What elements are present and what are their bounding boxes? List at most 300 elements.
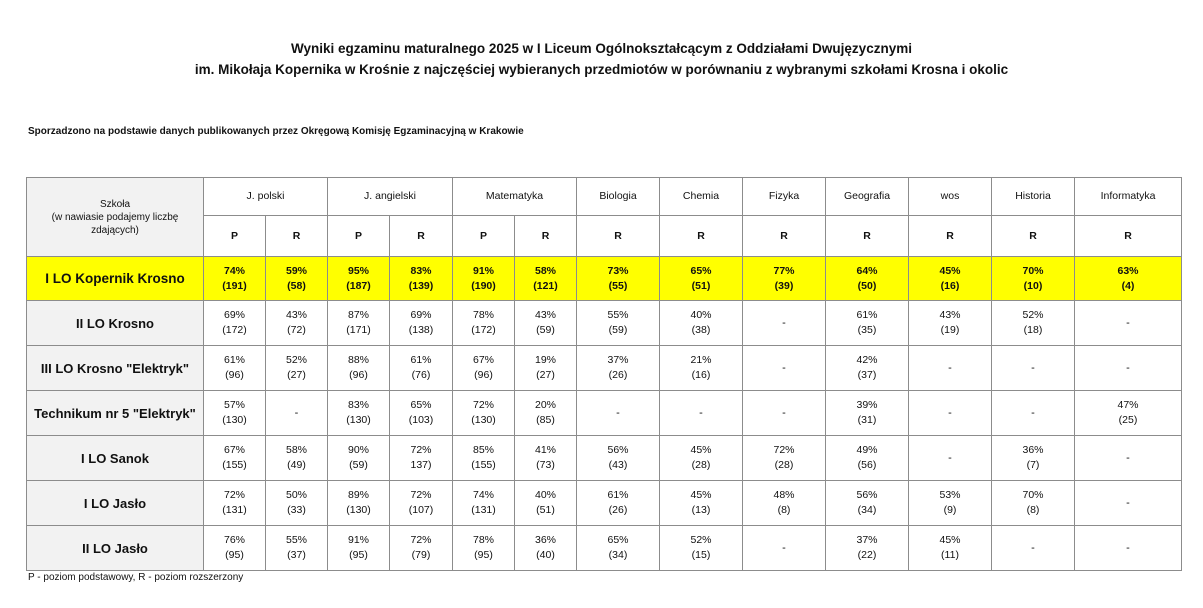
result-cell	[743, 481, 826, 526]
table-row	[27, 526, 1182, 571]
result-percent: 52%	[1022, 309, 1044, 321]
result-cell	[390, 436, 453, 481]
result-percent: 45%	[939, 534, 961, 546]
table-row	[27, 301, 1182, 346]
result-cell	[660, 481, 743, 526]
result-count: (58)	[287, 279, 306, 292]
result-count: (72)	[287, 324, 306, 336]
result-cell	[515, 391, 577, 436]
result-cell	[826, 301, 909, 346]
result-count: (96)	[225, 369, 244, 381]
result-percent: -	[782, 541, 786, 554]
legend-footnote: P - poziom podstawowy, R - poziom rozszerzony	[28, 572, 244, 583]
result-percent: 21%	[690, 354, 712, 366]
result-percent: 40%	[534, 489, 556, 501]
result-cell	[909, 301, 992, 346]
result-percent: -	[1126, 541, 1130, 554]
result-count: (11)	[941, 549, 959, 561]
result-percent: 55%	[607, 309, 629, 321]
result-percent: 88%	[347, 354, 369, 366]
result-count: (34)	[857, 504, 877, 516]
level-header: R	[390, 216, 453, 257]
result-count: (26)	[608, 369, 628, 381]
result-count: (130)	[346, 504, 371, 516]
result-count: (59)	[349, 459, 368, 471]
result-cell	[204, 526, 266, 571]
school-name: I LO Kopernik Krosno	[27, 257, 204, 301]
result-count: (56)	[857, 459, 877, 471]
table-row	[27, 346, 1182, 391]
result-percent: 50%	[285, 489, 307, 501]
result-percent: 89%	[347, 489, 369, 501]
result-count: (34)	[608, 549, 628, 561]
result-percent: 65%	[607, 534, 629, 546]
result-percent: 72%	[410, 534, 432, 546]
result-cell	[328, 391, 390, 436]
subject-header-row	[27, 178, 1182, 216]
result-cell	[515, 301, 577, 346]
result-cell	[453, 346, 515, 391]
result-cell	[660, 301, 743, 346]
result-count: (27)	[536, 369, 555, 381]
result-percent: -	[948, 406, 952, 419]
result-count: (103)	[408, 414, 434, 426]
result-percent: -	[948, 361, 952, 374]
result-count: (190)	[471, 279, 496, 292]
table-row	[27, 257, 1182, 301]
level-header: P	[204, 216, 266, 257]
result-cell	[266, 301, 328, 346]
result-cell	[826, 526, 909, 571]
result-percent: 48%	[773, 489, 795, 501]
result-count: (49)	[287, 459, 306, 471]
result-cell	[266, 257, 328, 301]
result-percent: 37%	[607, 354, 629, 366]
result-percent: -	[616, 406, 620, 419]
result-cell	[266, 391, 328, 436]
result-cell	[909, 481, 992, 526]
result-cell	[515, 526, 577, 571]
result-cell	[453, 301, 515, 346]
result-percent: 58%	[534, 264, 556, 277]
result-count: (187)	[346, 279, 371, 292]
result-percent: 77%	[773, 264, 795, 277]
result-percent: 65%	[690, 264, 712, 277]
result-count: (131)	[471, 504, 496, 516]
result-cell	[204, 301, 266, 346]
result-cell	[577, 436, 660, 481]
results-table	[26, 177, 1182, 571]
result-percent: -	[1126, 496, 1130, 509]
result-cell	[992, 436, 1075, 481]
result-count: (155)	[222, 459, 247, 471]
result-cell	[826, 391, 909, 436]
result-cell	[1075, 436, 1182, 481]
result-cell	[826, 346, 909, 391]
result-cell	[577, 257, 660, 301]
result-percent: 43%	[534, 309, 556, 321]
subject-header: Matematyka	[453, 178, 577, 216]
result-percent: -	[782, 406, 786, 419]
result-cell	[515, 436, 577, 481]
result-count: (79)	[411, 549, 431, 561]
result-cell	[1075, 346, 1182, 391]
result-count: (7)	[1026, 459, 1040, 471]
level-header: P	[453, 216, 515, 257]
table-row	[27, 391, 1182, 436]
result-cell	[660, 257, 743, 301]
result-percent: 56%	[856, 489, 878, 501]
result-percent: 61%	[410, 354, 432, 366]
result-count: (38)	[691, 324, 711, 336]
result-cell	[1075, 526, 1182, 571]
school-name: I LO Jasło	[27, 481, 204, 526]
result-percent: -	[1126, 361, 1130, 374]
result-cell	[453, 391, 515, 436]
result-percent: 39%	[856, 399, 878, 411]
result-cell	[743, 526, 826, 571]
result-count: (95)	[474, 549, 493, 561]
result-count: (139)	[408, 279, 434, 292]
school-header-line: Szkoła	[99, 198, 130, 210]
result-cell	[1075, 257, 1182, 301]
subject-header: Fizyka	[743, 178, 826, 216]
result-count: (130)	[222, 414, 247, 426]
level-header: R	[909, 216, 992, 257]
result-count: (172)	[222, 324, 247, 336]
result-percent: 45%	[939, 264, 961, 277]
result-percent: 72%	[472, 399, 494, 411]
result-percent: -	[782, 361, 786, 374]
result-cell	[328, 436, 390, 481]
result-cell	[453, 526, 515, 571]
result-count: (107)	[408, 504, 434, 516]
result-percent: 91%	[347, 534, 369, 546]
result-percent: 78%	[472, 309, 494, 321]
result-percent: 36%	[534, 534, 556, 546]
result-count: (96)	[474, 369, 493, 381]
result-percent: 70%	[1022, 264, 1044, 277]
result-percent: 65%	[410, 399, 432, 411]
school-name: II LO Jasło	[27, 526, 204, 571]
subject-header: Biologia	[577, 178, 660, 216]
result-count: (96)	[349, 369, 368, 381]
level-header: R	[826, 216, 909, 257]
result-cell	[660, 526, 743, 571]
result-percent: -	[1031, 541, 1035, 554]
result-percent: -	[1126, 316, 1130, 329]
result-cell	[515, 346, 577, 391]
result-percent: 74%	[472, 489, 494, 501]
result-cell	[743, 346, 826, 391]
result-cell	[204, 391, 266, 436]
result-percent: 43%	[285, 309, 307, 321]
result-count: (43)	[608, 459, 628, 471]
subject-header: Chemia	[660, 178, 743, 216]
result-count: (25)	[1118, 414, 1138, 426]
school-name: Technikum nr 5 "Elektryk"	[27, 391, 204, 436]
result-percent: 69%	[223, 309, 245, 321]
result-cell	[204, 436, 266, 481]
result-count: (16)	[940, 279, 960, 292]
result-percent: 59%	[285, 264, 307, 277]
result-cell	[390, 346, 453, 391]
result-percent: 72%	[773, 444, 795, 456]
result-percent: -	[782, 316, 786, 329]
result-count: (59)	[536, 324, 555, 336]
result-cell	[992, 526, 1075, 571]
result-count: (22)	[857, 549, 877, 561]
level-header: R	[266, 216, 328, 257]
result-count: (37)	[857, 369, 877, 381]
result-percent: 87%	[347, 309, 369, 321]
result-count: (13)	[691, 504, 711, 516]
result-percent: 41%	[534, 444, 556, 456]
school-header-line: (w nawiasie podajemy liczbę	[51, 211, 179, 223]
result-percent: 53%	[939, 489, 961, 501]
result-cell	[1075, 481, 1182, 526]
result-count: (55)	[608, 279, 628, 292]
result-cell	[743, 436, 826, 481]
result-count: (19)	[940, 324, 960, 336]
result-percent: 61%	[856, 309, 878, 321]
school-header-line: zdających)	[91, 224, 139, 236]
result-cell	[577, 481, 660, 526]
source-note: Sporzadzono na podstawie danych publikowanych przez Okręgową Komisję Egzaminacyjną w Krakowie	[28, 126, 524, 137]
result-percent: -	[1126, 451, 1130, 464]
result-cell	[204, 346, 266, 391]
result-cell	[328, 301, 390, 346]
result-percent: 67%	[472, 354, 494, 366]
result-cell	[909, 391, 992, 436]
page-subtitle: im. Mikołaja Kopernika w Krośnie z najczęściej wybieranych przedmiotów w porównaniu z wybranymi szkołami Krosna i okolic	[194, 62, 1009, 77]
result-count: (131)	[222, 504, 247, 516]
table-row	[27, 481, 1182, 526]
result-cell	[266, 436, 328, 481]
subject-header: Informatyka	[1075, 178, 1182, 216]
result-percent: 74%	[223, 264, 245, 277]
subject-header: Geografia	[826, 178, 909, 216]
subject-header: J. polski	[204, 178, 328, 216]
school-name: III LO Krosno "Elektryk"	[27, 346, 204, 391]
page-title: Wyniki egzaminu maturalnego 2025 w I Liceum Ogólnokształcącym z Oddziałami Dwujęzycznymi	[291, 41, 912, 56]
result-cell	[992, 481, 1075, 526]
result-percent: 83%	[347, 399, 369, 411]
result-percent: 19%	[534, 354, 556, 366]
result-count: (121)	[533, 279, 558, 292]
result-cell	[328, 481, 390, 526]
result-percent: 52%	[690, 534, 712, 546]
result-percent: 57%	[223, 399, 245, 411]
result-cell	[328, 526, 390, 571]
result-percent: 78%	[472, 534, 494, 546]
result-count: (138)	[408, 324, 434, 336]
level-header: R	[515, 216, 577, 257]
result-cell	[660, 346, 743, 391]
result-cell	[660, 391, 743, 436]
result-count: (37)	[287, 549, 306, 561]
result-percent: 45%	[690, 489, 712, 501]
result-count: (191)	[222, 279, 247, 292]
result-count: (8)	[777, 504, 791, 516]
result-percent: 91%	[472, 264, 494, 277]
result-count: (51)	[691, 279, 711, 292]
level-header: R	[992, 216, 1075, 257]
result-count: (51)	[536, 504, 555, 516]
result-percent: 67%	[223, 444, 245, 456]
result-cell	[909, 436, 992, 481]
result-cell	[328, 257, 390, 301]
result-count: (8)	[1026, 504, 1040, 516]
result-cell	[390, 391, 453, 436]
result-cell	[453, 436, 515, 481]
result-count: (33)	[287, 504, 306, 516]
result-count: (28)	[774, 459, 794, 471]
level-header: R	[660, 216, 743, 257]
result-cell	[515, 481, 577, 526]
result-cell	[515, 257, 577, 301]
result-percent: 45%	[690, 444, 712, 456]
result-cell	[826, 481, 909, 526]
result-count: (39)	[774, 279, 794, 292]
result-count: (95)	[349, 549, 368, 561]
result-count: (10)	[1023, 279, 1043, 292]
school-column-header	[27, 178, 204, 257]
result-count: (73)	[536, 459, 555, 471]
result-count: (172)	[471, 324, 496, 336]
result-cell	[390, 481, 453, 526]
result-cell	[1075, 391, 1182, 436]
result-percent: 36%	[1022, 444, 1044, 456]
result-percent: 20%	[534, 399, 556, 411]
result-percent: 90%	[347, 444, 369, 456]
result-percent: 55%	[285, 534, 307, 546]
result-percent: 47%	[1117, 399, 1139, 411]
subject-header: J. angielski	[328, 178, 453, 216]
result-count: (35)	[857, 324, 877, 336]
result-cell	[909, 526, 992, 571]
result-percent: 49%	[856, 444, 878, 456]
subject-header: wos	[909, 178, 992, 216]
result-cell	[743, 391, 826, 436]
result-cell	[453, 481, 515, 526]
result-percent: 64%	[856, 264, 878, 277]
result-percent: 63%	[1117, 264, 1139, 277]
result-count: (155)	[471, 459, 496, 471]
result-cell	[1075, 301, 1182, 346]
result-count: (50)	[857, 279, 877, 292]
result-cell	[826, 436, 909, 481]
result-percent: 73%	[607, 264, 629, 277]
result-count: (9)	[943, 504, 957, 516]
result-percent: 76%	[223, 534, 245, 546]
result-percent: 43%	[939, 309, 961, 321]
result-cell	[743, 301, 826, 346]
result-cell	[266, 346, 328, 391]
level-header: P	[328, 216, 390, 257]
result-count: 137)	[410, 459, 432, 471]
school-name: I LO Sanok	[27, 436, 204, 481]
result-percent: 95%	[347, 264, 369, 277]
result-percent: 69%	[410, 309, 432, 321]
result-percent: 61%	[223, 354, 245, 366]
result-cell	[826, 257, 909, 301]
result-cell	[577, 391, 660, 436]
result-cell	[328, 346, 390, 391]
result-cell	[204, 481, 266, 526]
result-cell	[577, 346, 660, 391]
result-cell	[266, 526, 328, 571]
result-percent: -	[294, 406, 299, 419]
result-percent: 83%	[410, 264, 432, 277]
result-cell	[992, 257, 1075, 301]
result-count: (76)	[411, 369, 431, 381]
result-cell	[992, 391, 1075, 436]
result-percent: -	[948, 451, 952, 464]
result-percent: 58%	[285, 444, 307, 456]
result-count: (26)	[608, 504, 628, 516]
result-percent: 37%	[856, 534, 878, 546]
result-percent: 42%	[856, 354, 878, 366]
result-percent: 72%	[223, 489, 245, 501]
result-count: (4)	[1121, 279, 1135, 292]
result-cell	[453, 257, 515, 301]
result-count: (16)	[691, 369, 711, 381]
result-count: (18)	[1023, 324, 1043, 336]
result-count: (85)	[536, 414, 555, 426]
result-percent: -	[1031, 406, 1035, 419]
result-count: (40)	[536, 549, 555, 561]
result-cell	[577, 301, 660, 346]
result-count: (171)	[346, 324, 371, 336]
level-header: R	[743, 216, 826, 257]
subject-header: Historia	[992, 178, 1075, 216]
result-percent: 52%	[285, 354, 307, 366]
result-cell	[743, 257, 826, 301]
result-percent: -	[1031, 361, 1035, 374]
result-cell	[992, 301, 1075, 346]
result-count: (27)	[287, 369, 306, 381]
result-cell	[204, 257, 266, 301]
result-cell	[909, 257, 992, 301]
result-cell	[266, 481, 328, 526]
result-cell	[660, 436, 743, 481]
result-count: (130)	[471, 414, 496, 426]
result-cell	[390, 301, 453, 346]
result-count: (31)	[857, 414, 877, 426]
result-count: (95)	[225, 549, 244, 561]
result-count: (59)	[608, 324, 628, 336]
result-cell	[390, 526, 453, 571]
result-count: (130)	[346, 414, 371, 426]
result-percent: 61%	[607, 489, 629, 501]
result-cell	[390, 257, 453, 301]
result-percent: -	[699, 406, 703, 419]
result-count: (15)	[691, 549, 711, 561]
result-cell	[577, 526, 660, 571]
result-percent: 40%	[690, 309, 712, 321]
result-cell	[992, 346, 1075, 391]
result-count: (28)	[691, 459, 711, 471]
result-cell	[909, 346, 992, 391]
table-row	[27, 436, 1182, 481]
school-name: II LO Krosno	[27, 301, 204, 346]
result-percent: 85%	[472, 444, 494, 456]
level-header: R	[1075, 216, 1182, 257]
result-percent: 70%	[1022, 489, 1044, 501]
result-percent: 56%	[607, 444, 629, 456]
result-percent: 72%	[410, 444, 432, 456]
